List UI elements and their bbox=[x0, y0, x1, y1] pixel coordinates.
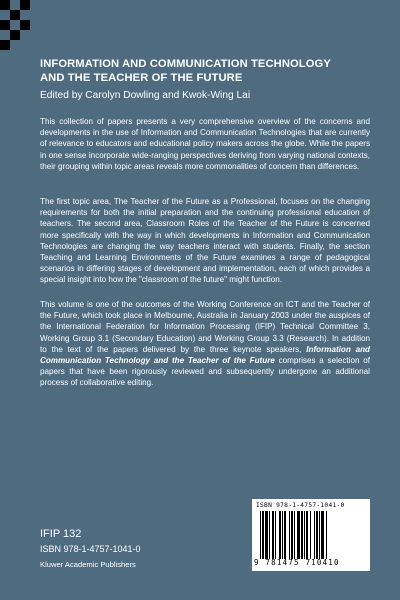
checkerboard-logo-mark bbox=[0, 0, 30, 50]
barcode-panel bbox=[252, 499, 370, 571]
barcode-isbn-label: ISBN 978-1-4757-1041-0 bbox=[256, 502, 345, 509]
book-title-line-2: AND THE TEACHER OF THE FUTURE bbox=[40, 72, 243, 84]
editors-line: Edited by Carolyn Dowling and Kwok-Wing Lai bbox=[40, 90, 251, 101]
book-title bbox=[40, 57, 385, 85]
description-paragraph-2: The first topic area, The Teacher of the Future as a Professional, focuses on the changing requirements for both the initial preparation and the continuing professional education of teachers. The second area, Classroom Roles of the Teacher of the Future is concerned more specifically with the way in which developments in Information and Communication Technologies are changing the way teachers interact with students. Finally, the section Teaching and Learning Environments of the Future examines a range of pedagogical scenarios in differing stages of development and implementation, each of which provides a special insight into how the "classroom of the future" might function. bbox=[40, 197, 370, 285]
paragraph-3-book-title: Information and Communication Technology and the Teacher of the Future bbox=[40, 344, 370, 366]
series-number: IFIP 132 bbox=[40, 528, 82, 540]
book-title-line-1: INFORMATION AND COMMUNICATION TECHNOLOGY bbox=[40, 58, 331, 70]
isbn-text: ISBN 978-1-4757-1041-0 bbox=[40, 544, 141, 554]
publisher-name: Kluwer Academic Publishers bbox=[40, 560, 136, 569]
barcode-digits: 9 781475 710410 bbox=[254, 558, 340, 567]
paragraph-3-start: This volume is one of the outcomes of the Working Conference on ICT and the Teacher of the Future, which took place in Melbourne, Australia in January 2003 under the auspices of the International Federation for Information Processing (IFIP) Technical Committee 3, Working Group 3.1 (Secondary Education) and Working Group 3.3 (Research). In addition to the text of the papers delivered by the three keynote speakers, bbox=[40, 300, 370, 354]
paragraph-3-end: comprises a selection of papers that have been rigorously reviewed and subsequently undergone an additional process of collaborative editing. bbox=[40, 356, 370, 388]
description-paragraph-3 bbox=[40, 299, 370, 389]
description-paragraph-1: This collection of papers presents a very comprehensive overview of the concerns and developments in the use of Information and Communication Technologies that are currently of relevance to educators and educational policy makers across the globe. While the papers in one sense incorporate wide-ranging perspectives deriving from varying national contexts, their grouping within topic areas reveals more commonalities of concern than differences. bbox=[40, 117, 370, 171]
barcode-icon bbox=[260, 511, 364, 559]
